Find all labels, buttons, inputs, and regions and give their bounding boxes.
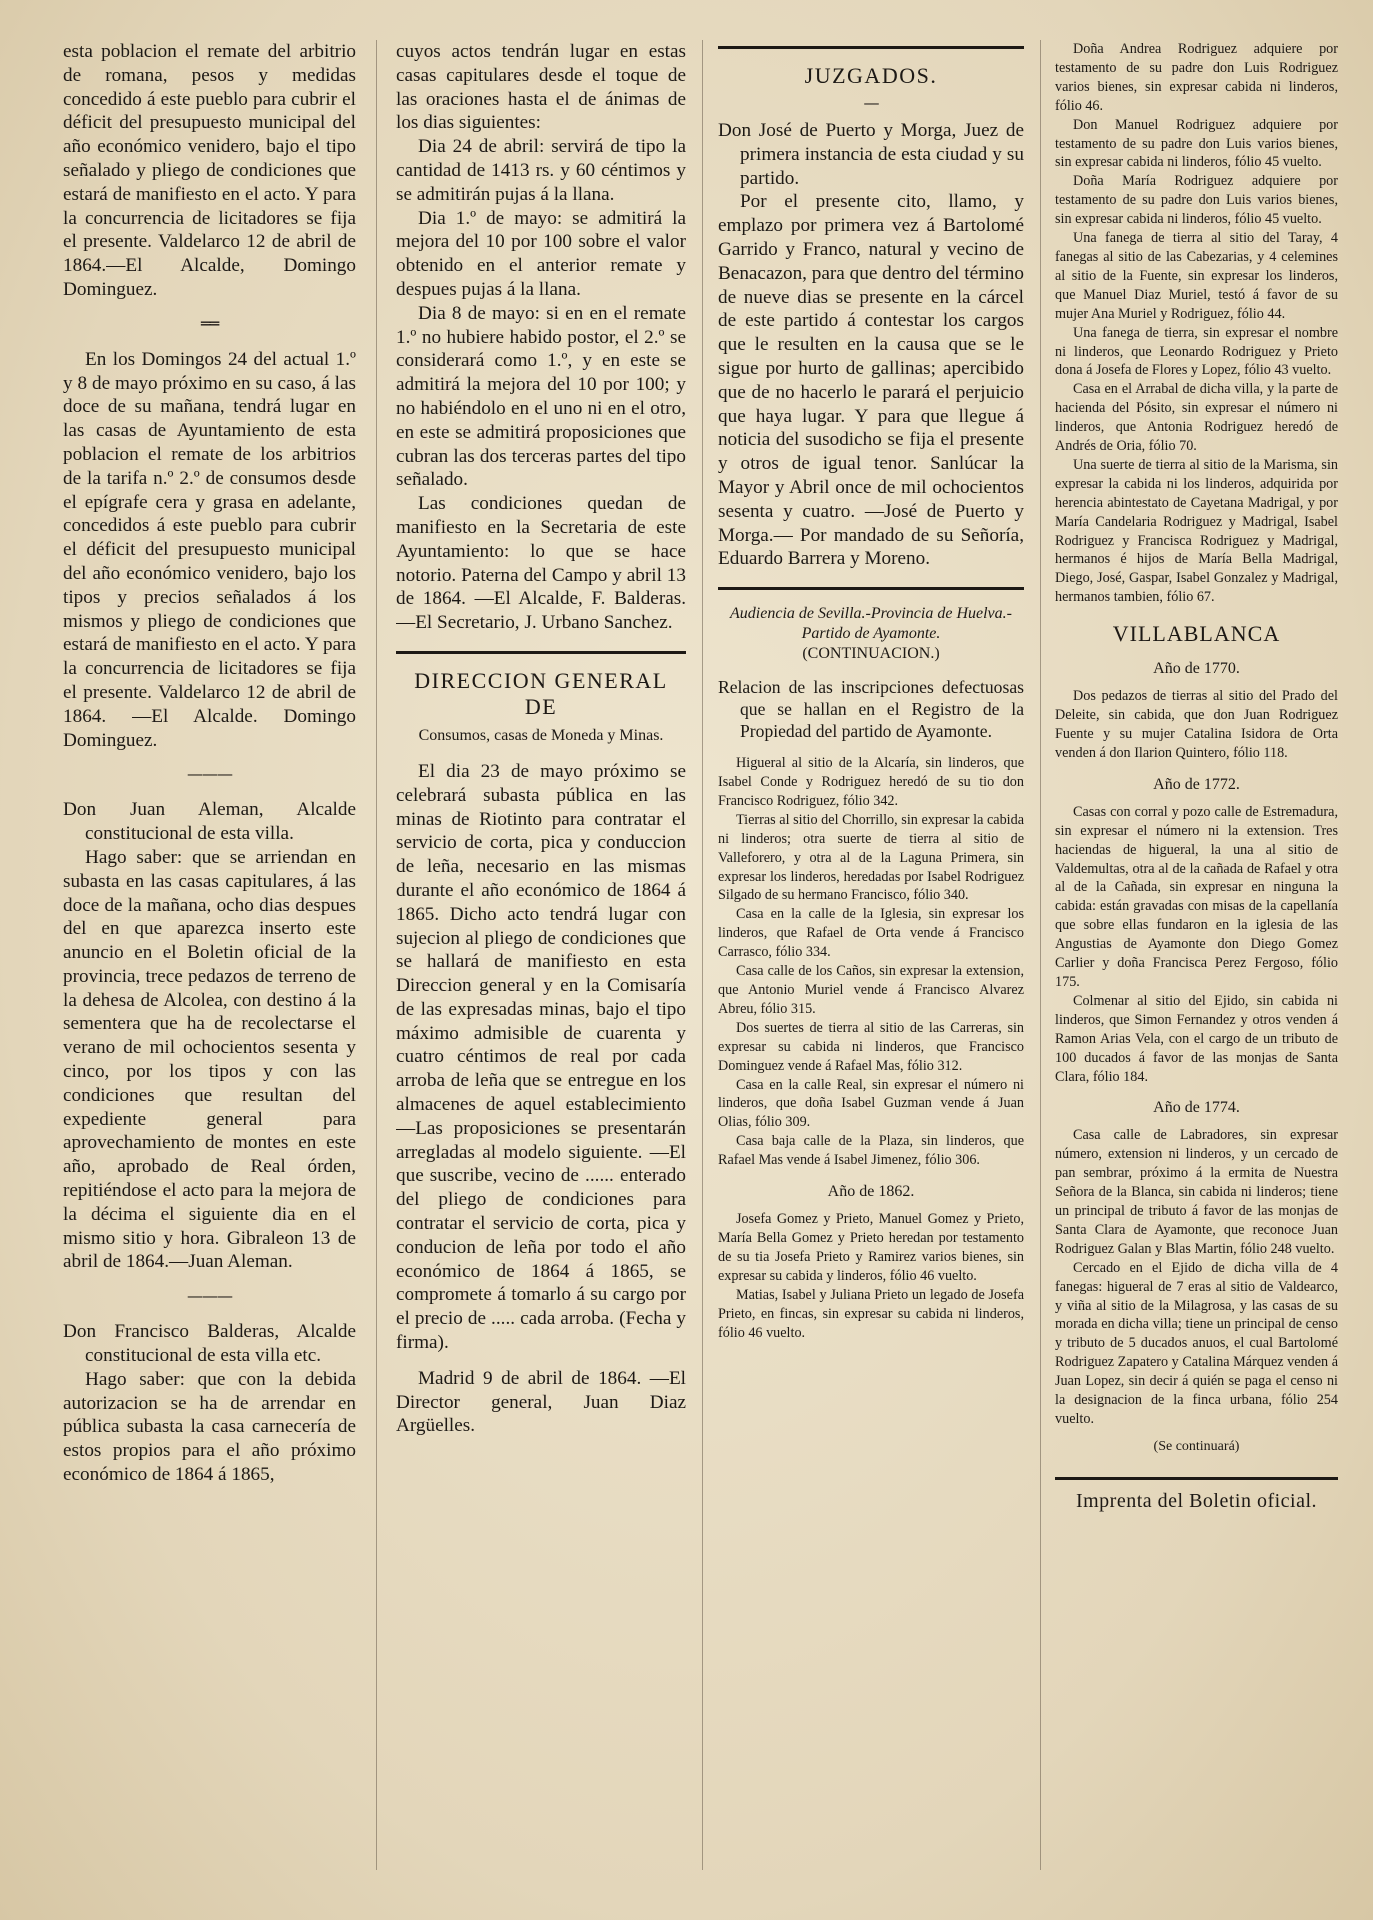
- list-item: Casa baja calle de la Plaza, sin linderos, que Rafael Mas vende á Isabel Jimenez, fólio 306.: [718, 1133, 1024, 1169]
- list-item: Una fanega de tierra, sin expresar el nombre ni linderos, que Leonardo Rodriguez y Prieto dona á Josefa de Flores y Lopez, fólio 43 vuelto.: [1055, 324, 1338, 379]
- list-item: Casa calle de los Caños, sin expresar la extension, que Antonio Muriel vende á Francisco Alvarez Abreu, fólio 315.: [718, 963, 1024, 1017]
- paragraph: esta poblacion el remate del arbitrio de romana, pesos y medidas concedido á este pueblo para cubrir el déficit del presupuesto municipal del año económico venidero, bajo el tipo señalado y pliego de condiciones que estará de manifiesto en el acto. Y para la concurrencia de licitadores se fija el presente. Valdelarco 12 de abril de 1864.—El Alcalde, Domingo Dominguez.: [63, 41, 356, 300]
- paragraph: Madrid 9 de abril de 1864. —El Director general, Juan Diaz Argüelles.: [396, 1367, 686, 1437]
- separator: —: [863, 93, 879, 112]
- footer-rule: [1055, 1477, 1338, 1480]
- section-title: JUZGADOS.: [804, 63, 938, 88]
- paragraph: Hago saber: que con la debida autorizacion se ha de arrendar en pública subasta la casa carnecería de estos propios para el año próximo económico de 1864 á 1865,: [63, 1368, 356, 1486]
- list-item: Una fanega de tierra al sitio del Taray, 4 fanegas al sitio de las Cabezarias, y 4 celemines al sitio de la Fuente, sin expresar los linderos, que Manuel Diaz Muriel, testó á favor de su mujer Ana Muriel y Rodriguez, fólio 44.: [1055, 230, 1338, 322]
- list-item: Dos pedazos de tierras al sitio del Prado del Deleite, sin cabida, que don Juan Rodriguez Fuente y su mujer Catalina Isidora de Orta venden á don Ilarion Quintero, fólio 118.: [1055, 688, 1338, 761]
- column-divider: [1040, 40, 1041, 1870]
- entries: [1055, 40, 1338, 1513]
- list-item: Casa en la calle de la Iglesia, sin expresar los linderos, que Rafael de Orta vende á Francisco Carrasco, fólio 334.: [718, 906, 1024, 961]
- paragraph: Dia 8 de mayo: si en en el remate 1.º no hubiere habido postor, el 2.º se considerará como 1.º, y en este se admitirá la mejora del 10 por 100; y no habiéndolo en el uno ni en el otro, en este se admitirá proposiciones que cubran las dos terceras partes del tipo señalado.: [396, 302, 686, 491]
- paragraph: Don Francisco Balderas, Alcalde constitucional de esta villa etc.: [63, 1321, 356, 1367]
- list-item: Matias, Isabel y Juliana Prieto un legado de Josefa Prieto, en fincas, sin expresar su cabida ni linderos, fólio 46 vuelto.: [718, 1286, 1024, 1341]
- continuation-note: (Se continuará): [1153, 1438, 1240, 1454]
- list-item: Una suerte de tierra al sitio de la Marisma, sin expresar la cabida ni los linderos, adquirida por herencia abintestato de Cayetana Madrigal, y por María Candelaria Rodriguez y Madrigal, Isabel Rodriguez y Francisca Rodriguez y Madrigal, hermanos é hijos de María Bella Madrigal, Diego, José, Gaspar, Isabel Gonzalez y Madrigal, hermanos tambien, fólio 67.: [1055, 456, 1338, 606]
- section-title: DIRECCION GENERAL DE: [414, 667, 668, 719]
- separator: ———: [187, 1286, 232, 1306]
- paragraph: Las condiciones quedan de manifiesto en la Secretaria de este Ayuntamiento: lo que se hace notorio. Paterna del Campo y abril 13 de 1864. —El Alcalde, F. Balderas. —El Secretario, J. Urbano Sanchez.: [396, 493, 686, 634]
- list-item: Josefa Gomez y Prieto, Manuel Gomez y Prieto, María Bella Gomez y Prieto heredan por testamento de su tia Josefa Prieto y Ramirez varios bienes, sin expresar su cabida y linderos, fólio 46 vuelto.: [718, 1211, 1024, 1284]
- year-heading: Año de 1772.: [1153, 775, 1240, 793]
- column-divider: [702, 40, 703, 1870]
- paragraph: cuyos actos tendrán lugar en estas casas capitulares desde el toque de las oraciones hasta el de ánimas de los dias siguientes:: [396, 41, 686, 134]
- column-divider: [376, 40, 377, 1870]
- relacion-title: Relacion de las inscripciones defectuosas que se hallan en el Registro de la Propiedad del partido de Ayamonte.: [718, 677, 1024, 742]
- list-item: Casa en la calle Real, sin expresar el número ni linderos, que doña Isabel Guzman vende á Juan Olias, fólio 309.: [718, 1076, 1024, 1131]
- list-item: Colmenar al sitio del Ejido, sin cabida ni linderos, que Simon Fernandez y otros venden á Ramon Arias Vela, con el cargo de un tributo de 100 ducados á favor de las monjas de Santa Clara, fólio 184.: [1055, 992, 1338, 1085]
- column-3: [718, 40, 1024, 1890]
- year-heading: Año de 1862.: [827, 1183, 915, 1201]
- list-item: Doña Andrea Rodriguez adquiere por testamento de su padre don Luis Rodriguez varios bienes, sin expresar cabida ni linderos, fólio 46.: [1055, 41, 1338, 114]
- paragraph: En los Domingos 24 del actual 1.º y 8 de mayo próximo en su caso, á las doce de su mañana, tendrá lugar en las casas de Ayuntamiento de esta poblacion el remate de los arbitrios de la tarifa n.º 2.º de consumos desde el epígrafe cera y grasa en adelante, concedidos á este pueblo para cubrir el déficit del presupuesto municipal del año económico venidero, bajo los tipos y precios señalados á los mismos y pliego de condiciones que estará de manifiesto en el acto. Y para la concurrencia de licitadores se fija el presente. Valdelarco 12 de abril de 1864. —El Alcalde. Domingo Dominguez.: [63, 348, 356, 751]
- section-rule: [718, 46, 1024, 49]
- section-title: VILLABLANCA: [1112, 621, 1281, 647]
- list-item: Tierras al sitio del Chorrillo, sin expresar la cabida ni linderos; otra suerte de tierra al sitio de Valleforero, y otra al de la Laguna Primera, sin expresar los linderos, heredadas por Isabel Rodriguez Silgado de su hermano Francisco, fólio 340.: [718, 811, 1024, 904]
- column-2: [396, 40, 686, 1890]
- list-item: Cercado en el Ejido de dicha villa de 4 fanegas: higueral de 7 eras al sitio de Valdearco, y viña al sitio de la Milagrosa, y las casas de su morada en dicha villa; tiene un principal de censo y tributo de 5 ducados anuos, el cual Bartolomé Rodriguez Zapatero y Catalina Márquez venden á Juan Lopez, sin decir á quién se paga el censo ni la designacion de la finca urbana, fólio 254 vuelto.: [1055, 1259, 1338, 1427]
- audiencia-heading: Audiencia de Sevilla.-Provincia de Huelva.-Partido de Ayamonte.: [730, 605, 1012, 643]
- section-rule: [718, 587, 1024, 590]
- list-item: Don Manuel Rodriguez adquiere por testamento de su padre don Luis varios bienes, sin expresar cabida ni linderos, fólio 45 vuelto.: [1055, 116, 1338, 171]
- separator: ———: [187, 764, 232, 784]
- list-item: Casa en el Arrabal de dicha villa, y la parte de hacienda del Pósito, sin expresar el número ni linderos, que Antonia Rodriguez heredó de Andrés de Oria, fólio 70.: [1055, 381, 1338, 455]
- year-heading: Año de 1774.: [1153, 1099, 1240, 1117]
- list-item: Casas con corral y pozo calle de Estremadura, sin expresar el número ni la extension. Tres haciendas de higueral, la una al sitio de Valdemultas, otra al de la cañada de Rafael y otra al de la Cañada, sin expresar en ninguna la cabida: están gravadas con misas de la capellanía que sobre ellas fundaron en la iglesia de las Angustias de Ayamonte don Diego Gomez Carlier y doña Francisca Perez Fergoso, fólio 175.: [1055, 803, 1338, 990]
- paragraph: Hago saber: que se arriendan en subasta en las casas capitulares, á las doce de la mañana, ocho dias despues del en que aparezca inserto este anuncio en el Boletin oficial de la provincia, trece pedazos de terreno de la dehesa de Alcolea, con destino á la sementera que ha de recolectarse el verano de mil ochocientos sesenta y cinco, por los tipos y con las condiciones que resultan del expediente general para aprovechamiento de montes en este año, aprobado de Real órden, repitiéndose el acto para la mejora de la décima el siguiente dia en el mismo sitio y hora. Gibraleon 13 de abril de 1864.—Juan Aleman.: [63, 846, 356, 1273]
- paragraph: Por el presente cito, llamo, y emplazo por primera vez á Bartolomé Garrido y Franco, natural y vecino de Benacazon, para que dentro del término de nueve dias se presente en la cárcel de este partido á contestar los cargos que le resulten en la causa que se le sigue por hurto de gallinas; apercibido que de no hacerlo le parará el perjuicio que haya lugar. Y para que llegue á noticia del susodicho se fija el presente y otros de igual tenor. Sanlúcar la Mayor y Abril once de mil ochocientos sesenta y cuatro. —José de Puerto y Morga.— Por mandado de su Señoría, Eduardo Barrera y Moreno.: [718, 191, 1024, 570]
- paragraph: El dia 23 de mayo próximo se celebrará subasta pública en las minas de Riotinto para contratar el servicio de corta, pica y conduccion de leña, necesario en las mismas durante el año económico de 1864 á 1865. Dicho acto tendrá lugar con sujecion al pliego de condiciones que se hallará de manifiesto en esta Direccion general y en la Comisaría de las expresadas minas, bajo el tipo máximo admisible de cuarenta y cuatro céntimos de real por cada arroba de leña que se entregue en los almacenes de aquel establecimiento —Las proposiciones se presentarán arregladas al modelo siguiente. —El que suscribe, vecino de ...... enterado del pliego de condiciones para contratar el servicio de corta, pica y conducion de leña por todo el año económico de 1864 á 1865, se compromete á tomarlo á su cargo por el precio de ..... cada arroba. (Fecha y firma).: [396, 760, 686, 1354]
- paragraph: Don José de Puerto y Morga, Juez de primera instancia de esta ciudad y su partido.: [718, 120, 1024, 189]
- section-rule: [396, 651, 686, 654]
- list-item: Casa calle de Labradores, sin expresar número, extension ni linderos, y un cercado de pan sembrar, próximo á la ermita de Nuestra Señora de la Blanca, sin cabida ni linderos; tiene un principal de tributo á favor de las monjas de Santa Clara de Ayamonte, que reconoce Juan Rodriguez Galan y Blas Martin, fólio 248 vuelto.: [1055, 1127, 1338, 1257]
- column-4: [1055, 40, 1338, 1910]
- paragraph: Dia 24 de abril: servirá de tipo la cantidad de 1413 rs. y 60 céntimos y se admitirán pujas á la llana.: [396, 136, 686, 205]
- section-subtitle: Consumos, casas de Moneda y Minas.: [418, 726, 664, 744]
- entries: [718, 754, 1024, 1342]
- paragraph: Don Juan Aleman, Alcalde constitucional de esta villa.: [63, 799, 356, 845]
- paragraph: Dia 1.º de mayo: se admitirá la mejora del 10 por 100 sobre el valor obtenido en el anterior remate y despues pujas á la llana.: [396, 207, 686, 300]
- separator: ══: [200, 313, 219, 333]
- printer-imprint: Imprenta del Boletin oficial.: [1075, 1489, 1318, 1512]
- list-item: Higueral al sitio de la Alcaría, sin linderos, que Isabel Conde y Rodriguez heredó de su tio don Francisco Rodriguez, fólio 342.: [718, 755, 1024, 809]
- continuation-heading: (CONTINUACION.): [802, 645, 940, 663]
- list-item: Dos suertes de tierra al sitio de las Carreras, sin expresar su cabida ni linderos, que Francisco Dominguez vende á Rafael Mas, fólio 312.: [718, 1019, 1024, 1074]
- year-heading: Año de 1770.: [1153, 660, 1240, 678]
- list-item: Doña María Rodriguez adquiere por testamento de su padre don Luis varios bienes, sin expresar cabida ni linderos, fólio 45 vuelto.: [1055, 173, 1338, 228]
- column-1: [63, 40, 356, 1890]
